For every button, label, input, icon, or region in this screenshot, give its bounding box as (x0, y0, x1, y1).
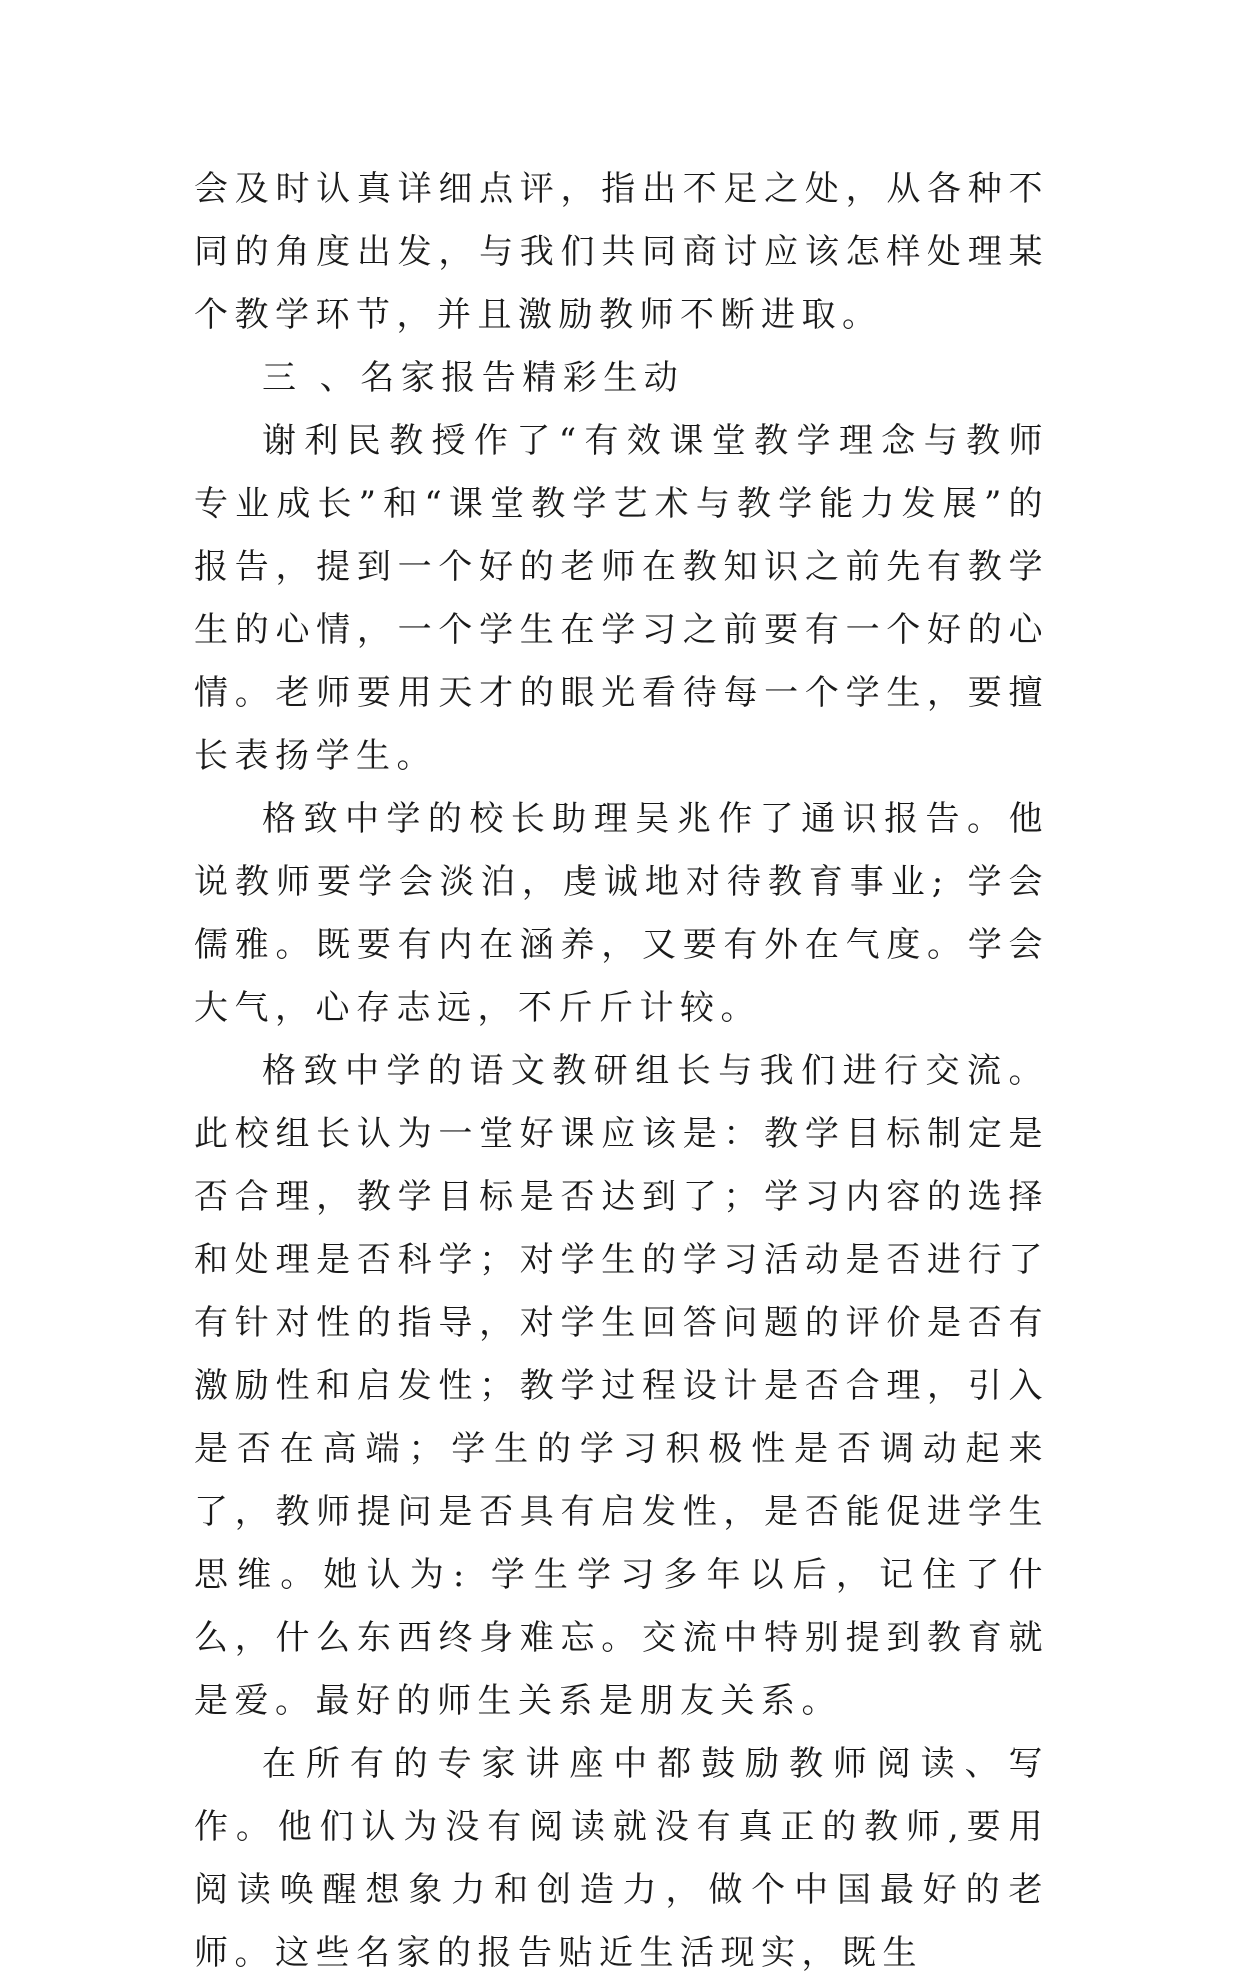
section-heading: 三 、名家报告精彩生动 (262, 358, 685, 398)
paragraph-xie-limin-report: 谢利民教授作了“有效课堂教学理念与教师专业成长”和“课堂教学艺术与教学能力发展”的报告，提到一个好的老师在教知识之前先有教学生的心情，一个学生在学习之前要有一个好的心情。老师要用天才的眼光看待每一个学生，要擅长表扬学生。 (194, 421, 1049, 776)
document-body (194, 158, 1049, 1985)
paragraph-continuation: 会及时认真详细点评，指出不足之处，从各种不同的角度出发，与我们共同商讨应该怎样处理某个教学环节，并且激励教师不断进取。 (194, 169, 1049, 335)
paragraph-wu-zhao-report: 格致中学的校长助理吴兆作了通识报告。他说教师要学会淡泊，虔诚地对待教育事业; 学会儒雅。既要有内在涵养，又要有外在气度。学会大气，心存志远，不斤斤计较。 (194, 799, 1049, 1028)
paragraph-reading-encouragement: 在所有的专家讲座中都鼓励教师阅读、写作。他们认为没有阅读就没有真正的教师,要用阅读唤醒想象力和创造力，做个中国最好的老师。这些名家的报告贴近生活现实，既生 (194, 1744, 1049, 1973)
paragraph-chinese-group-exchange: 格致中学的语文教研组长与我们进行交流。此校组长认为一堂好课应该是：教学目标制定是否合理，教学目标是否达到了；学习内容的选择和处理是否科学；对学生的学习活动是否进行了有针对性的指导，对学生回答问题的评价是否有激励性和启发性；教学过程设计是否合理，引入是否在高端；学生的学习积极性是否调动起来了，教师提问是否具有启发性，是否能促进学生思维。她认为: 学生学习多年以后，记住了什么，什么东西终身难忘。交流中特别提到教育就是爱。最好的师生关系是朋友关系。 (194, 1051, 1049, 1721)
